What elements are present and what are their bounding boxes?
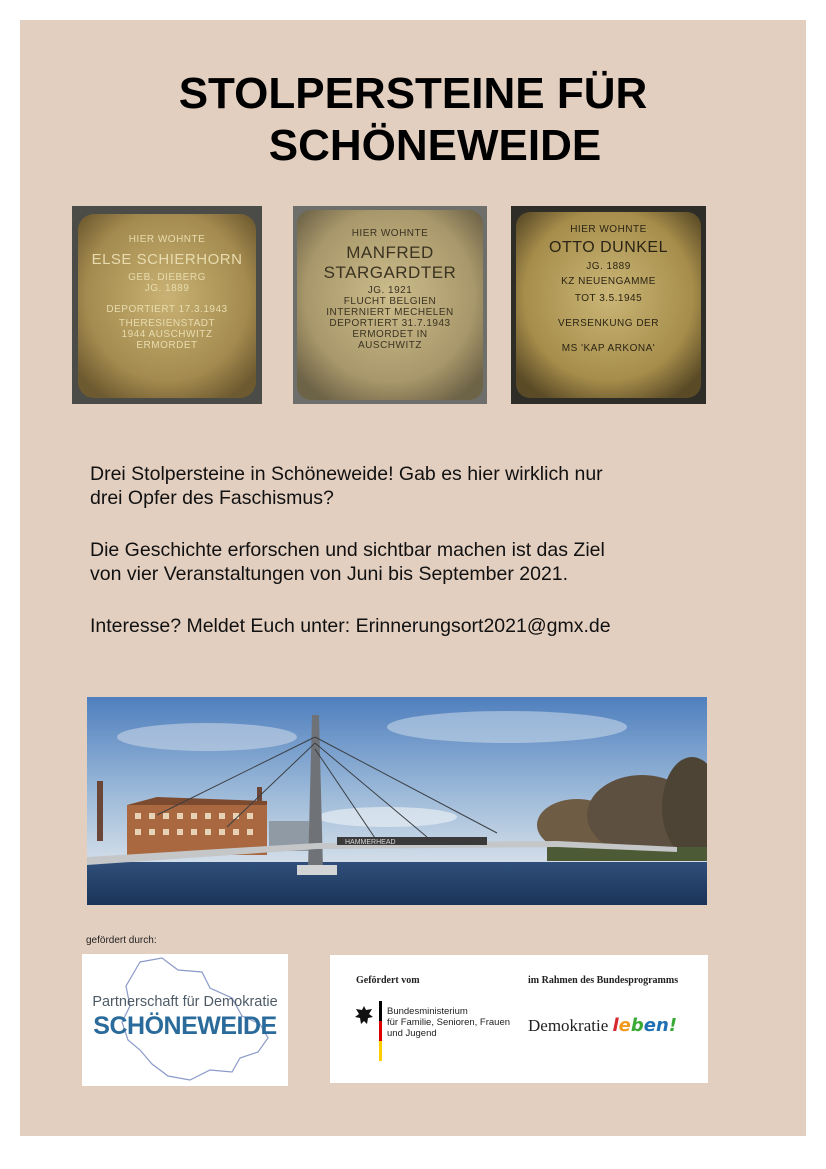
partnerschaft-label: Partnerschaft für Demokratie xyxy=(92,994,278,1010)
leben-word: leben! xyxy=(612,1015,678,1036)
im-rahmen-label: im Rahmen des Bundesprogramms xyxy=(528,975,679,986)
title-line-1: STOLPERSTEINE FÜR xyxy=(178,69,648,118)
bridge-photo xyxy=(87,697,707,905)
stone-inscription: HIER WOHNTE ELSE SCHIERHORN GEB. DIEBERG JG. 1889 DEPORTIERT 17.3.1943 THERESIENSTADT 1944 AUSCHWITZ ERMORDET xyxy=(91,234,243,351)
flag-stripe-red xyxy=(379,1021,382,1041)
intro-paragraph: Drei Stolpersteine in Schöneweide! Gab es hier wirklich nur drei Opfer des Faschismus? xyxy=(90,463,603,509)
title-line-2: SCHÖNEWEIDE xyxy=(268,121,602,170)
page-title xyxy=(20,68,806,172)
stolperstein-otto-dunkel xyxy=(511,206,706,404)
stolperstein-manfred-stargardter xyxy=(293,206,487,404)
bundesprogramm-logo xyxy=(330,955,708,1083)
demokratie-leben-wordmark: Demokratie leben! xyxy=(528,1015,678,1036)
stone-inscription: HIER WOHNTE OTTO DUNKEL JG. 1889 KZ NEUENGAMME TOT 3.5.1945 VERSENKUNG DER MS 'KAP ARKONA' xyxy=(549,224,668,354)
poster xyxy=(20,20,806,1136)
contact-paragraph: Interesse? Meldet Euch unter: Erinnerungsort2021@gmx.de xyxy=(90,615,611,637)
schoeneweide-label: SCHÖNEWEIDE xyxy=(93,1012,277,1040)
partnerschaft-logo xyxy=(82,954,288,1086)
bridge-banner-text: HAMMERHEAD xyxy=(345,839,396,846)
ministry-name: Bundesministerium für Familie, Senioren, Frauen und Jugend xyxy=(387,1006,511,1039)
funded-by-label: gefördert durch: xyxy=(86,935,157,946)
stolperstein-else-schierhorn xyxy=(72,206,262,404)
flag-stripe-gold xyxy=(379,1041,382,1061)
gefoerdert-vom-label: Gefördert vom xyxy=(356,975,420,986)
stone-inscription: HIER WOHNTE MANFRED STARGARDTER JG. 1921 FLUCHT BELGIEN INTERNIERT MECHELEN DEPORTIERT 31.7.1943 ERMORDET IN AUSCHWITZ xyxy=(323,228,457,351)
flag-stripe-black xyxy=(379,1001,382,1021)
federal-eagle-icon xyxy=(354,1005,374,1027)
bridge-illustration xyxy=(87,697,707,905)
goal-paragraph: Die Geschichte erforschen und sichtbar machen ist das Ziel von vier Veranstaltungen von Juni bis September 2021. xyxy=(90,539,605,585)
